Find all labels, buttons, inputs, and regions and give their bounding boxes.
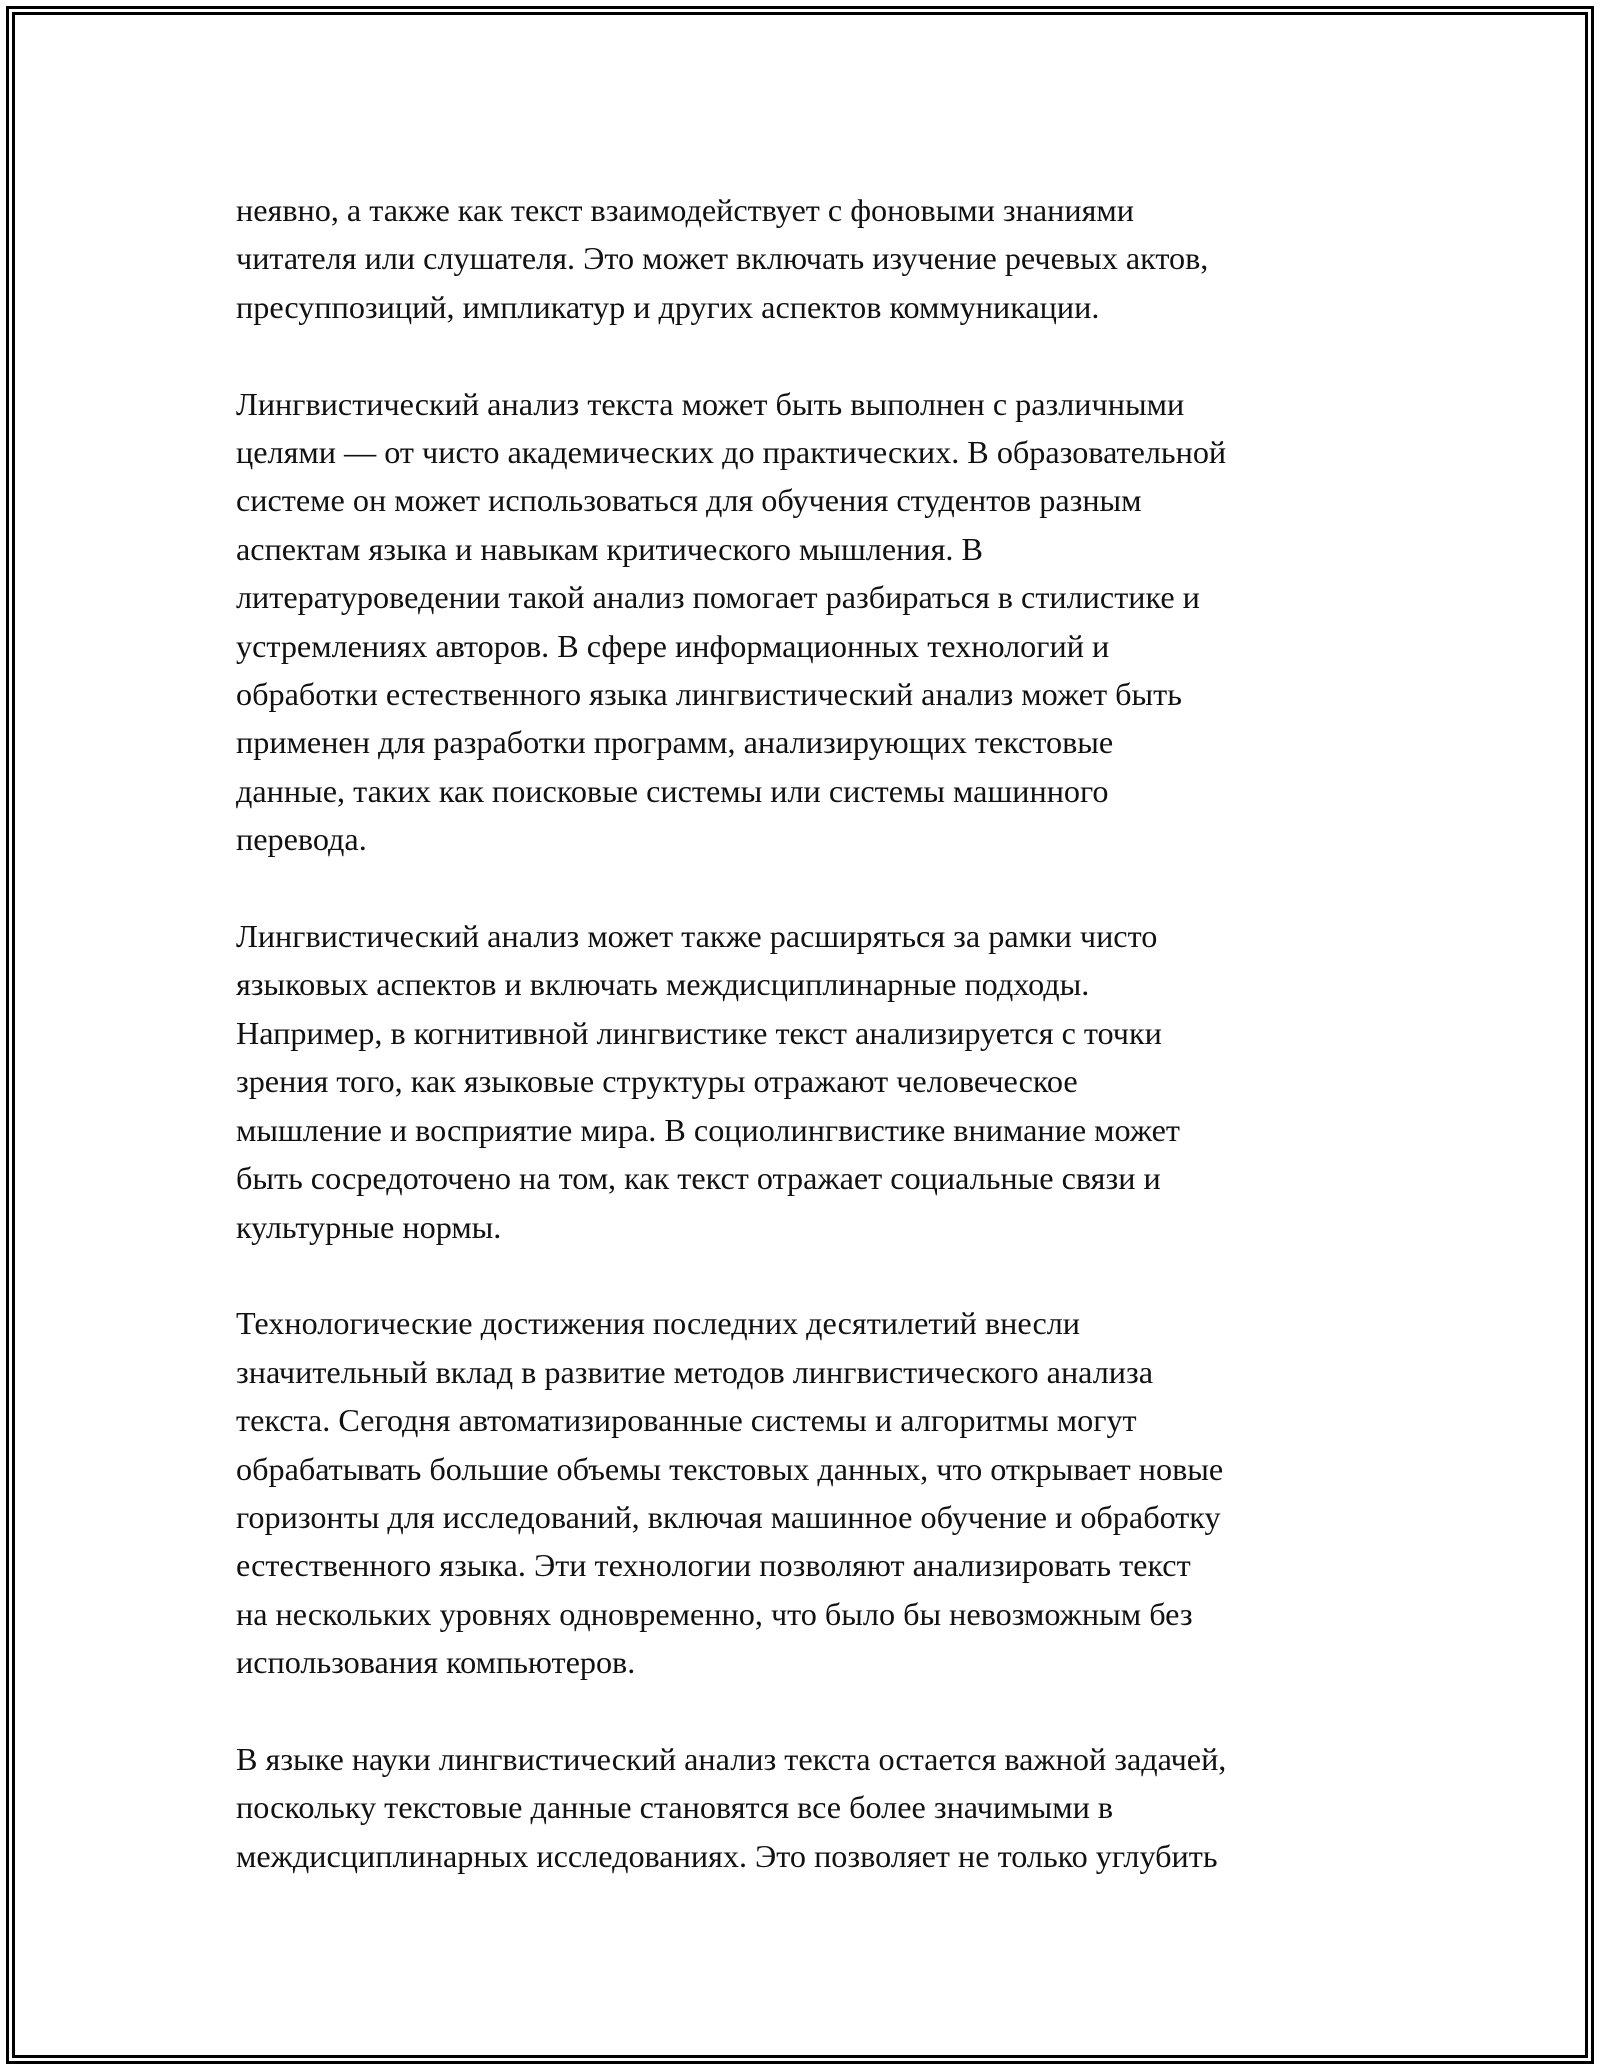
- text-line: горизонты для исследований, включая машинное обучение и обработку: [236, 1498, 1221, 1535]
- text-line: Например, в когнитивной лингвистике текст анализируется с точки: [236, 1014, 1162, 1051]
- text-line: данные, таких как поисковые системы или системы машинного: [236, 772, 1109, 809]
- text-line: применен для разработки программ, анализирующих текстовые: [236, 724, 1114, 761]
- text-line: Лингвистический анализ текста может быть выполнен с различными: [236, 385, 1185, 422]
- text-line: В языке науки лингвистический анализ текста остается важной задачей,: [236, 1740, 1227, 1777]
- text-line: устремлениях авторов. В сфере информационных технологий и: [236, 627, 1110, 664]
- text-line: обработки естественного языка лингвистический анализ может быть: [236, 676, 1182, 713]
- paragraph: [236, 380, 1386, 864]
- text-line: естественного языка. Эти технологии позволяют анализировать текст: [236, 1547, 1191, 1584]
- text-line: использования компьютеров.: [236, 1644, 636, 1681]
- text-line: зрения того, как языковые структуры отражают человеческое: [236, 1063, 1078, 1100]
- text-line: Технологические достижения последних десятилетий внесли: [236, 1305, 1081, 1342]
- text-line: неявно, а также как текст взаимодействует с фоновыми знаниями: [236, 192, 1135, 228]
- document-body: [236, 186, 1386, 1929]
- text-line: культурные нормы.: [236, 1208, 502, 1245]
- text-line: аспектам языка и навыкам критического мышления. В: [236, 530, 983, 567]
- text-line: Лингвистический анализ может также расширяться за рамки чисто: [236, 918, 1158, 955]
- text-line: на нескольких уровнях одновременно, что было бы невозможным без: [236, 1595, 1193, 1632]
- text-line: значительный вклад в развитие методов лингвистического анализа: [236, 1353, 1154, 1390]
- paragraph: [236, 1299, 1386, 1686]
- text-line: поскольку текстовые данные становятся все более значимыми в: [236, 1789, 1114, 1826]
- text-line: текста. Сегодня автоматизированные системы и алгоритмы могут: [236, 1402, 1137, 1439]
- text-line: системе он может использоваться для обучения студентов разным: [236, 482, 1142, 519]
- paragraph: [236, 1735, 1386, 1880]
- text-line: быть сосредоточено на том, как текст отражает социальные связи и: [236, 1160, 1161, 1197]
- text-line: мышление и восприятие мира. В социолингвистике внимание может: [236, 1111, 1180, 1148]
- text-line: языковых аспектов и включать междисциплинарные подходы.: [236, 966, 1090, 1003]
- text-line: читателя или слушателя. Это может включать изучение речевых актов,: [236, 240, 1209, 277]
- text-line: целями — от чисто академических до практических. В образовательной: [236, 434, 1227, 471]
- text-line: перевода.: [236, 821, 367, 858]
- paragraph: [236, 186, 1386, 331]
- text-line: междисциплинарных исследованиях. Это позволяет не только углубить: [236, 1837, 1218, 1874]
- paragraph: [236, 912, 1386, 1251]
- text-line: литературоведении такой анализ помогает разбираться в стилистике и: [236, 579, 1200, 616]
- text-line: пресуппозиций, импликатур и других аспектов коммуникации.: [236, 288, 1100, 325]
- text-line: обрабатывать большие объемы текстовых данных, что открывает новые: [236, 1450, 1224, 1487]
